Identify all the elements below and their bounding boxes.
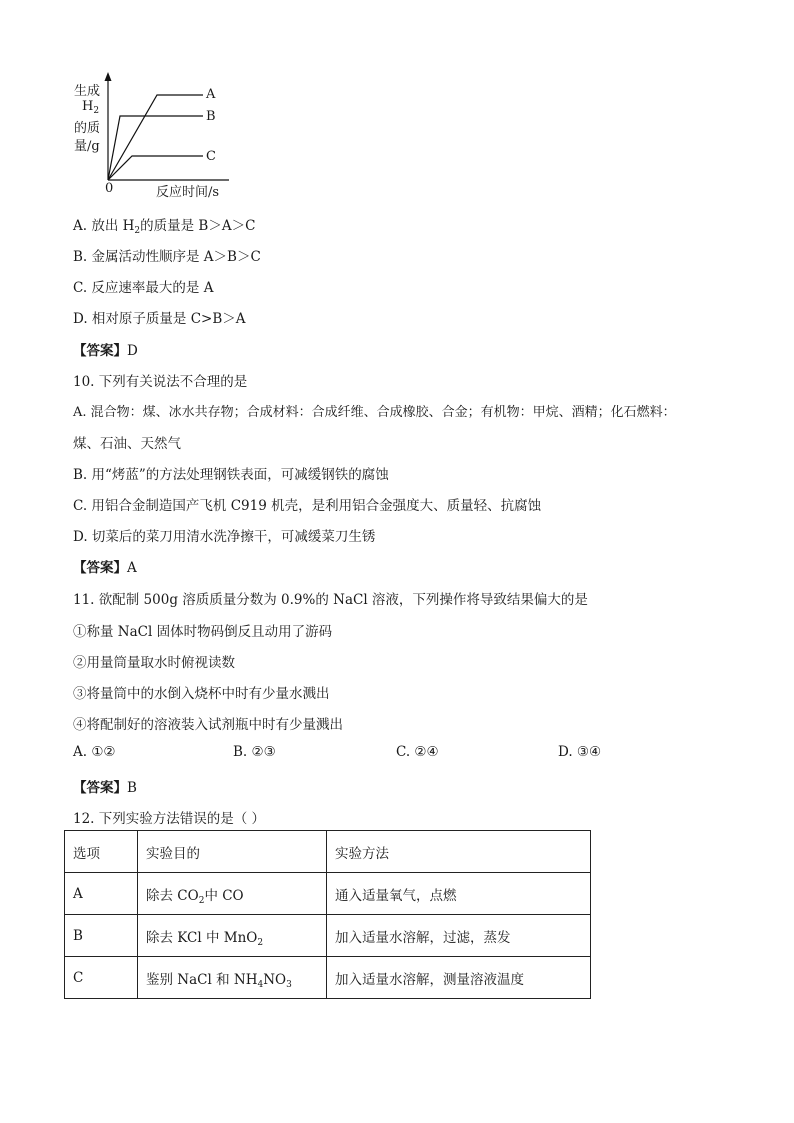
row-option: A bbox=[65, 873, 138, 915]
q11-item-1: ①称量 NaCl 固体时物码倒反且动用了游码 bbox=[73, 624, 333, 640]
q9-option-c: C. 反应速率最大的是 A bbox=[73, 280, 214, 296]
q10-option-b: B. 用“烤蓝”的方法处理钢铁表面，可减缓钢铁的腐蚀 bbox=[73, 467, 389, 483]
q9-option-a: A. 放出 $H_2$的质量是 B＞A＞C bbox=[73, 218, 256, 236]
q10-option-a-line2: 煤、石油、天然气 bbox=[73, 436, 181, 452]
curve-label-c: C bbox=[206, 149, 216, 164]
q9-option-b: B. 金属活动性顺序是 A＞B＞C bbox=[73, 249, 261, 265]
q11-answer: 【答案】B bbox=[73, 780, 137, 796]
q11-option-a: A. ①② bbox=[73, 744, 116, 760]
q10-option-d: D. 切菜后的菜刀用清水洗净擦干，可减缓菜刀生锈 bbox=[73, 529, 376, 545]
curve-a bbox=[108, 95, 203, 180]
q11-item-4: ④将配制好的溶液装入试剂瓶中时有少量溅出 bbox=[73, 717, 343, 733]
x-axis-label: 反应时间/s bbox=[156, 185, 220, 200]
table-row bbox=[65, 873, 591, 915]
curve-b bbox=[108, 116, 203, 180]
row-method: 加入适量水溶解，测量溶液温度 bbox=[327, 957, 591, 999]
y-label-line3: 的质 bbox=[74, 121, 101, 136]
row-option: C bbox=[65, 957, 138, 999]
q11-item-3: ③将量筒中的水倒入烧杯中时有少量水溅出 bbox=[73, 686, 330, 702]
q11-option-c: C. ②④ bbox=[396, 744, 439, 760]
curve-label-a: A bbox=[206, 87, 216, 102]
header-option: 选项 bbox=[65, 831, 138, 873]
row-goal: 鉴别 NaCl 和 $NH_4NO_3$ bbox=[138, 957, 327, 999]
y-axis-arrow bbox=[105, 72, 112, 81]
q11-option-b: B. ②③ bbox=[233, 744, 276, 760]
q12-stem: 12. 下列实验方法错误的是（ ） bbox=[73, 811, 266, 827]
row-option: B bbox=[65, 915, 138, 957]
q11-item-2: ②用量筒量取水时俯视读数 bbox=[73, 655, 235, 671]
q10-stem: 10. 下列有关说法不合理的是 bbox=[73, 374, 248, 390]
q9-answer: 【答案】D bbox=[73, 343, 138, 359]
y-label-line1: 生成 bbox=[74, 84, 101, 99]
table-header-row bbox=[65, 831, 591, 873]
row-goal: 除去 $CO_2$中 CO bbox=[138, 873, 327, 915]
y-label-line4: 量/g bbox=[74, 139, 100, 154]
y-label-line2: $H_2$ bbox=[82, 99, 100, 116]
row-method: 通入适量氧气，点燃 bbox=[327, 873, 591, 915]
table-row bbox=[65, 915, 591, 957]
curve-label-b: B bbox=[206, 109, 216, 124]
experiment-table bbox=[64, 830, 591, 999]
curve-c bbox=[108, 156, 203, 180]
header-method: 实验方法 bbox=[327, 831, 591, 873]
origin-label: 0 bbox=[105, 181, 114, 196]
q11-option-d: D. ③④ bbox=[558, 744, 602, 760]
q10-option-a-line1: A. 混合物：煤、冰水共存物；合成材料：合成纤维、合成橡胶、合金；有机物：甲烷、酒精；化石燃料： bbox=[73, 405, 676, 420]
header-goal: 实验目的 bbox=[138, 831, 327, 873]
q9-option-d: D. 相对原子质量是 C>B＞A bbox=[73, 311, 246, 327]
row-goal: 除去 KCl 中 MnO$_2$ bbox=[138, 915, 327, 957]
q11-stem: 11. 欲配制 500g 溶质质量分数为 0.9%的 NaCl 溶液，下列操作将导致结果偏大的是 bbox=[73, 592, 588, 608]
table-row bbox=[65, 957, 591, 999]
q10-answer: 【答案】A bbox=[73, 560, 137, 576]
q10-option-c: C. 用铝合金制造国产飞机 C919 机壳，是利用铝合金强度大、质量轻、抗腐蚀 bbox=[73, 498, 542, 514]
row-method: 加入适量水溶解，过滤，蒸发 bbox=[327, 915, 591, 957]
